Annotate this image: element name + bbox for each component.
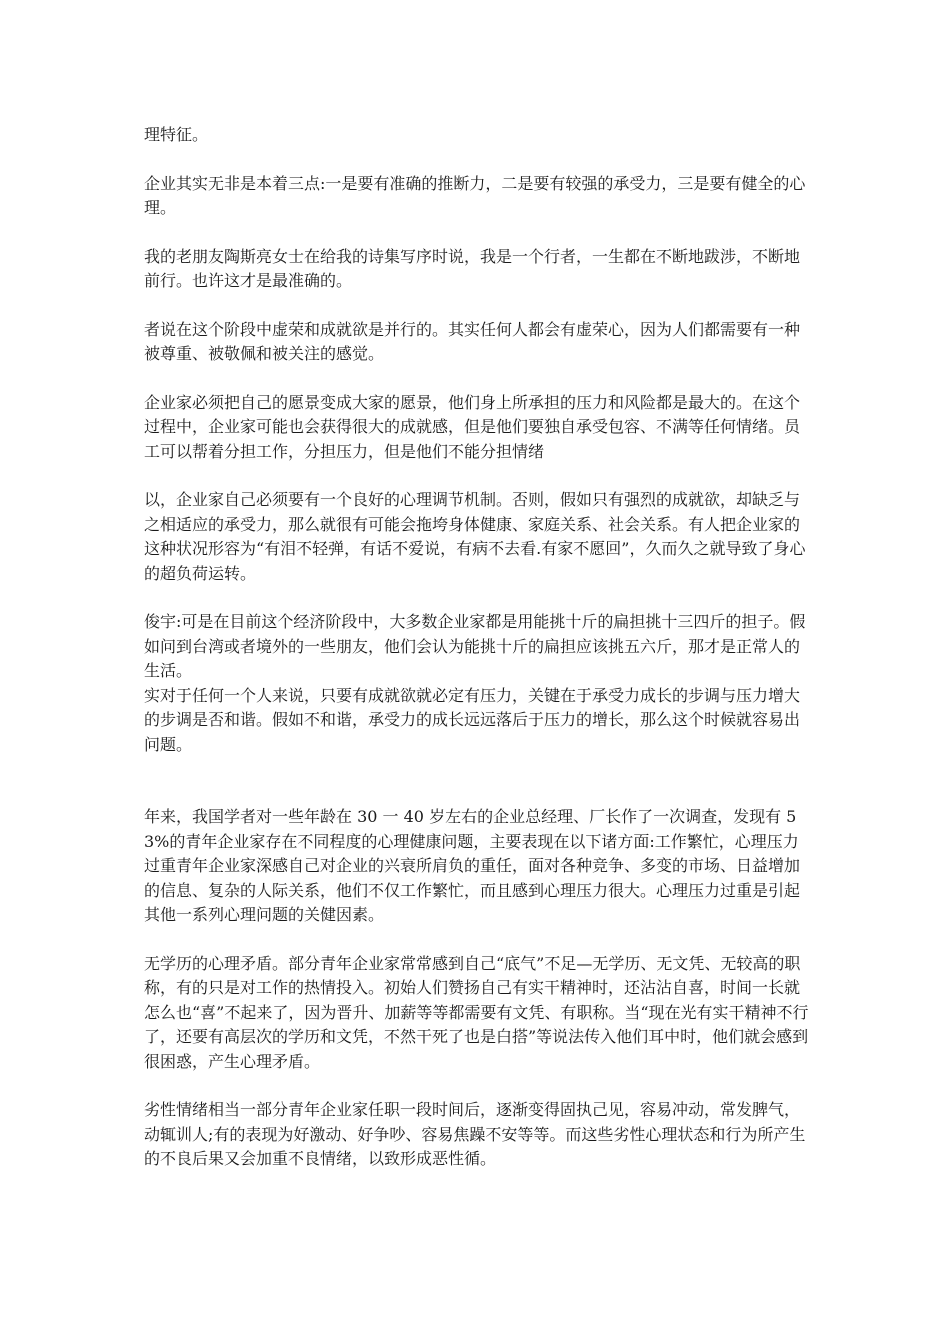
paragraph-6: 以，企业家自己必须要有一个良好的心理调节机制。否则，假如只有强烈的成就欲，却缺乏与之相适应的承受力，那么就很有可能会拖垮身体健康、家庭关系、社会关系。有人把企业家的这种状况形容为“有泪不轻弹，有话不爱说，有病不去看.有家不愿回”，久而久之就导致了身心的超负荷运转。 xyxy=(144,490,806,583)
paragraph-2: 企业其实无非是本着三点:一是要有准确的推断力，二是要有较强的承受力，三是要有健全的心理。 xyxy=(144,173,806,217)
paragraph-1: 理特征。 xyxy=(144,125,209,144)
paragraph-9: 年来，我国学者对一些年龄在 30 一 40 岁左右的企业总经理、厂长作了一次调查，发现有 53%的青年企业家存在不同程度的心理健康问题，主要表现在以下诸方面:工作繁忙，心理压力过重青年企业家深感自己对企业的兴衰所肩负的重任，面对各种竞争、多变的市场、日益增加的信息、复杂的人际关系，他们不仅工作繁忙，而且感到心理压力很大。心理压力过重是引起其他一系列心理问题的关健因素。 xyxy=(144,807,801,924)
document-body xyxy=(144,123,810,1196)
paragraph-3: 我的老朋友陶斯亮女士在给我的诗集写序时说，我是一个行者，一生都在不断地跋涉，不断地前行。也许这才是最准确的。 xyxy=(144,246,801,290)
paragraph-8: 实对于任何一个人来说，只要有成就欲就必定有压力，关键在于承受力成长的步调与压力增大的步调是否和谐。假如不和谐，承受力的成长远远落后于压力的增长，那么这个时候就容易出问题。 xyxy=(144,685,801,754)
paragraph-10: 无学历的心理矛盾。部分青年企业家常常感到自己“底气”不足—无学历、无文凭、无较高的职称，有的只是对工作的热情投入。初始人们赞扬自己有实干精神时，还沾沾自喜，时间一长就怎么也“喜”不起来了，因为晋升、加薪等等都需要有文凭、有职称。当“现在光有实干精神不行了，还要有高层次的学历和文凭，不然干死了也是白搭”等说法传入他们耳中时，他们就会感到很困惑，产生心理矛盾。 xyxy=(144,953,809,1071)
paragraph-7: 俊宇:可是在目前这个经济阶段中，大多数企业家都是用能挑十斤的扁担挑十三四斤的担子。假如问到台湾或者境外的一些朋友，他们会认为能挑十斤的扁担应该挑五六斤，那才是正常人的生活。 xyxy=(144,612,806,680)
paragraph-4: 者说在这个阶段中虚荣和成就欲是并行的。其实任何人都会有虚荣心，因为人们都需要有一种被尊重、被敬佩和被关注的感觉。 xyxy=(144,319,801,363)
paragraph-11: 劣性情绪相当一部分青年企业家任职一段时间后，逐渐变得固执己见，容易冲动，常发脾气，动辄训人;有的表现为好激动、好争吵、容易焦躁不安等等。而这些劣性心理状态和行为所产生的不良后果又会加重不良情绪，以致形成恶性循。 xyxy=(144,1100,806,1168)
paragraph-5: 企业家必须把自己的愿景变成大家的愿景，他们身上所承担的压力和风险都是最大的。在这个过程中，企业家可能也会获得很大的成就感，但是他们要独自承受包容、不满等任何情绪。员工可以帮着分担工作，分担压力，但是他们不能分担情绪 xyxy=(144,392,801,461)
